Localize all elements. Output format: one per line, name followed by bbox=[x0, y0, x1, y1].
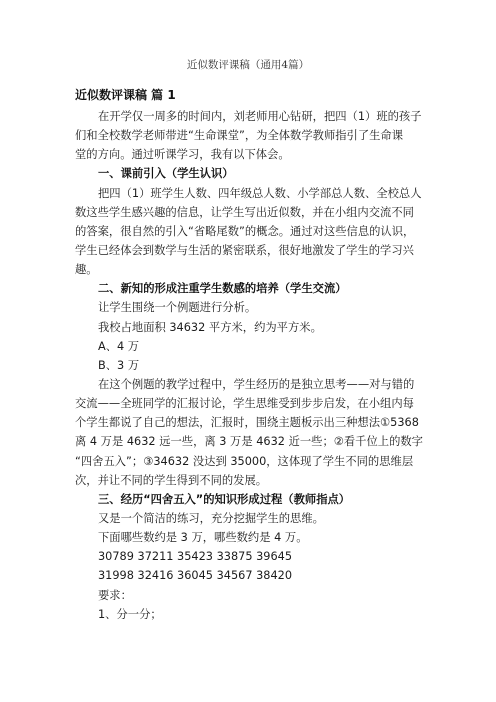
paragraph-line: 交流——全班同学的汇报讨论，学生思维受到步步启发，在小组内每 bbox=[75, 397, 414, 411]
article-title: 近似数评课稿 篇 1 bbox=[75, 88, 176, 102]
paragraph-line: 学生已经体会到数学与生活的紧密联系，很好地激发了学生的学习兴 bbox=[75, 243, 414, 257]
paragraph-line: 的答案，很自然的引入“省略尾数”的概念。通过对这些信息的认识， bbox=[75, 224, 415, 238]
article-body bbox=[75, 107, 423, 624]
paragraph-line: A、4 万 bbox=[98, 339, 140, 353]
paragraph-line: 趣。 bbox=[75, 263, 98, 277]
paragraph-line: 堂的方向。通过听课学习，我有以下体会。 bbox=[75, 148, 290, 162]
paragraph-line: 让学生围绕一个例题进行分析。 bbox=[98, 301, 257, 315]
paragraph-line: 个学生都说了自己的想法，汇报时，围绕主题板示出三种想法①5368 bbox=[75, 416, 419, 430]
paragraph-line: 1、分一分； bbox=[98, 607, 162, 621]
paragraph-line: 要求： bbox=[98, 588, 132, 602]
paragraph-line: 在开学仅一周多的时间内，刘老师用心钻研，把四（1）班的孩子 bbox=[98, 110, 422, 123]
paragraph-line: 把四（1）班学生人数、四年级总人数、小学部总人数、全校总人 bbox=[98, 186, 422, 200]
paragraph-line: 下面哪些数约是 3 万，哪些数约是 4 万。 bbox=[98, 531, 308, 545]
paragraph-line: 数这些学生感兴趣的信息，让学生写出近似数，并在小组内交流不同 bbox=[75, 205, 414, 219]
paragraph-line: 次，并让不同的学生得到不同的发展。 bbox=[75, 473, 268, 487]
paragraph-line: 30789 37211 35423 33875 39645 bbox=[98, 550, 293, 564]
paragraph-line: 们和全校数学老师带进“生命课堂”，为全体数学教师指引了生命课 bbox=[75, 129, 404, 143]
paragraph-line: 我校占地面积 34632 平方米，约为平方米。 bbox=[98, 320, 322, 334]
paragraph-line: 在这个例题的教学过程中，学生经历的是独立思考——对与错的 bbox=[98, 377, 415, 391]
section-heading: 一、课前引入（学生认识） bbox=[98, 167, 234, 181]
paragraph-line: 又是一个简洁的练习，充分挖掘学生的思维。 bbox=[98, 511, 324, 525]
paragraph-line: “四舍五入”；③34632 没达到 35000，这体现了学生不同的思维层 bbox=[75, 454, 414, 468]
section-heading: 二、新知的形成注重学生数感的培养（学生交流） bbox=[98, 282, 347, 296]
paragraph-line: B、3 万 bbox=[98, 358, 140, 372]
paragraph-line: 31998 32416 36045 34567 38420 bbox=[98, 569, 293, 583]
document-title: 近似数评课稿（通用4篇） bbox=[186, 59, 310, 71]
section-heading: 三、经历“四舍五入”的知识形成过程（教师指点） bbox=[98, 492, 351, 506]
paragraph-line: 离 4 万是 4632 远一些，离 3 万是 4632 近一些；②看千位上的数字 bbox=[75, 435, 423, 449]
